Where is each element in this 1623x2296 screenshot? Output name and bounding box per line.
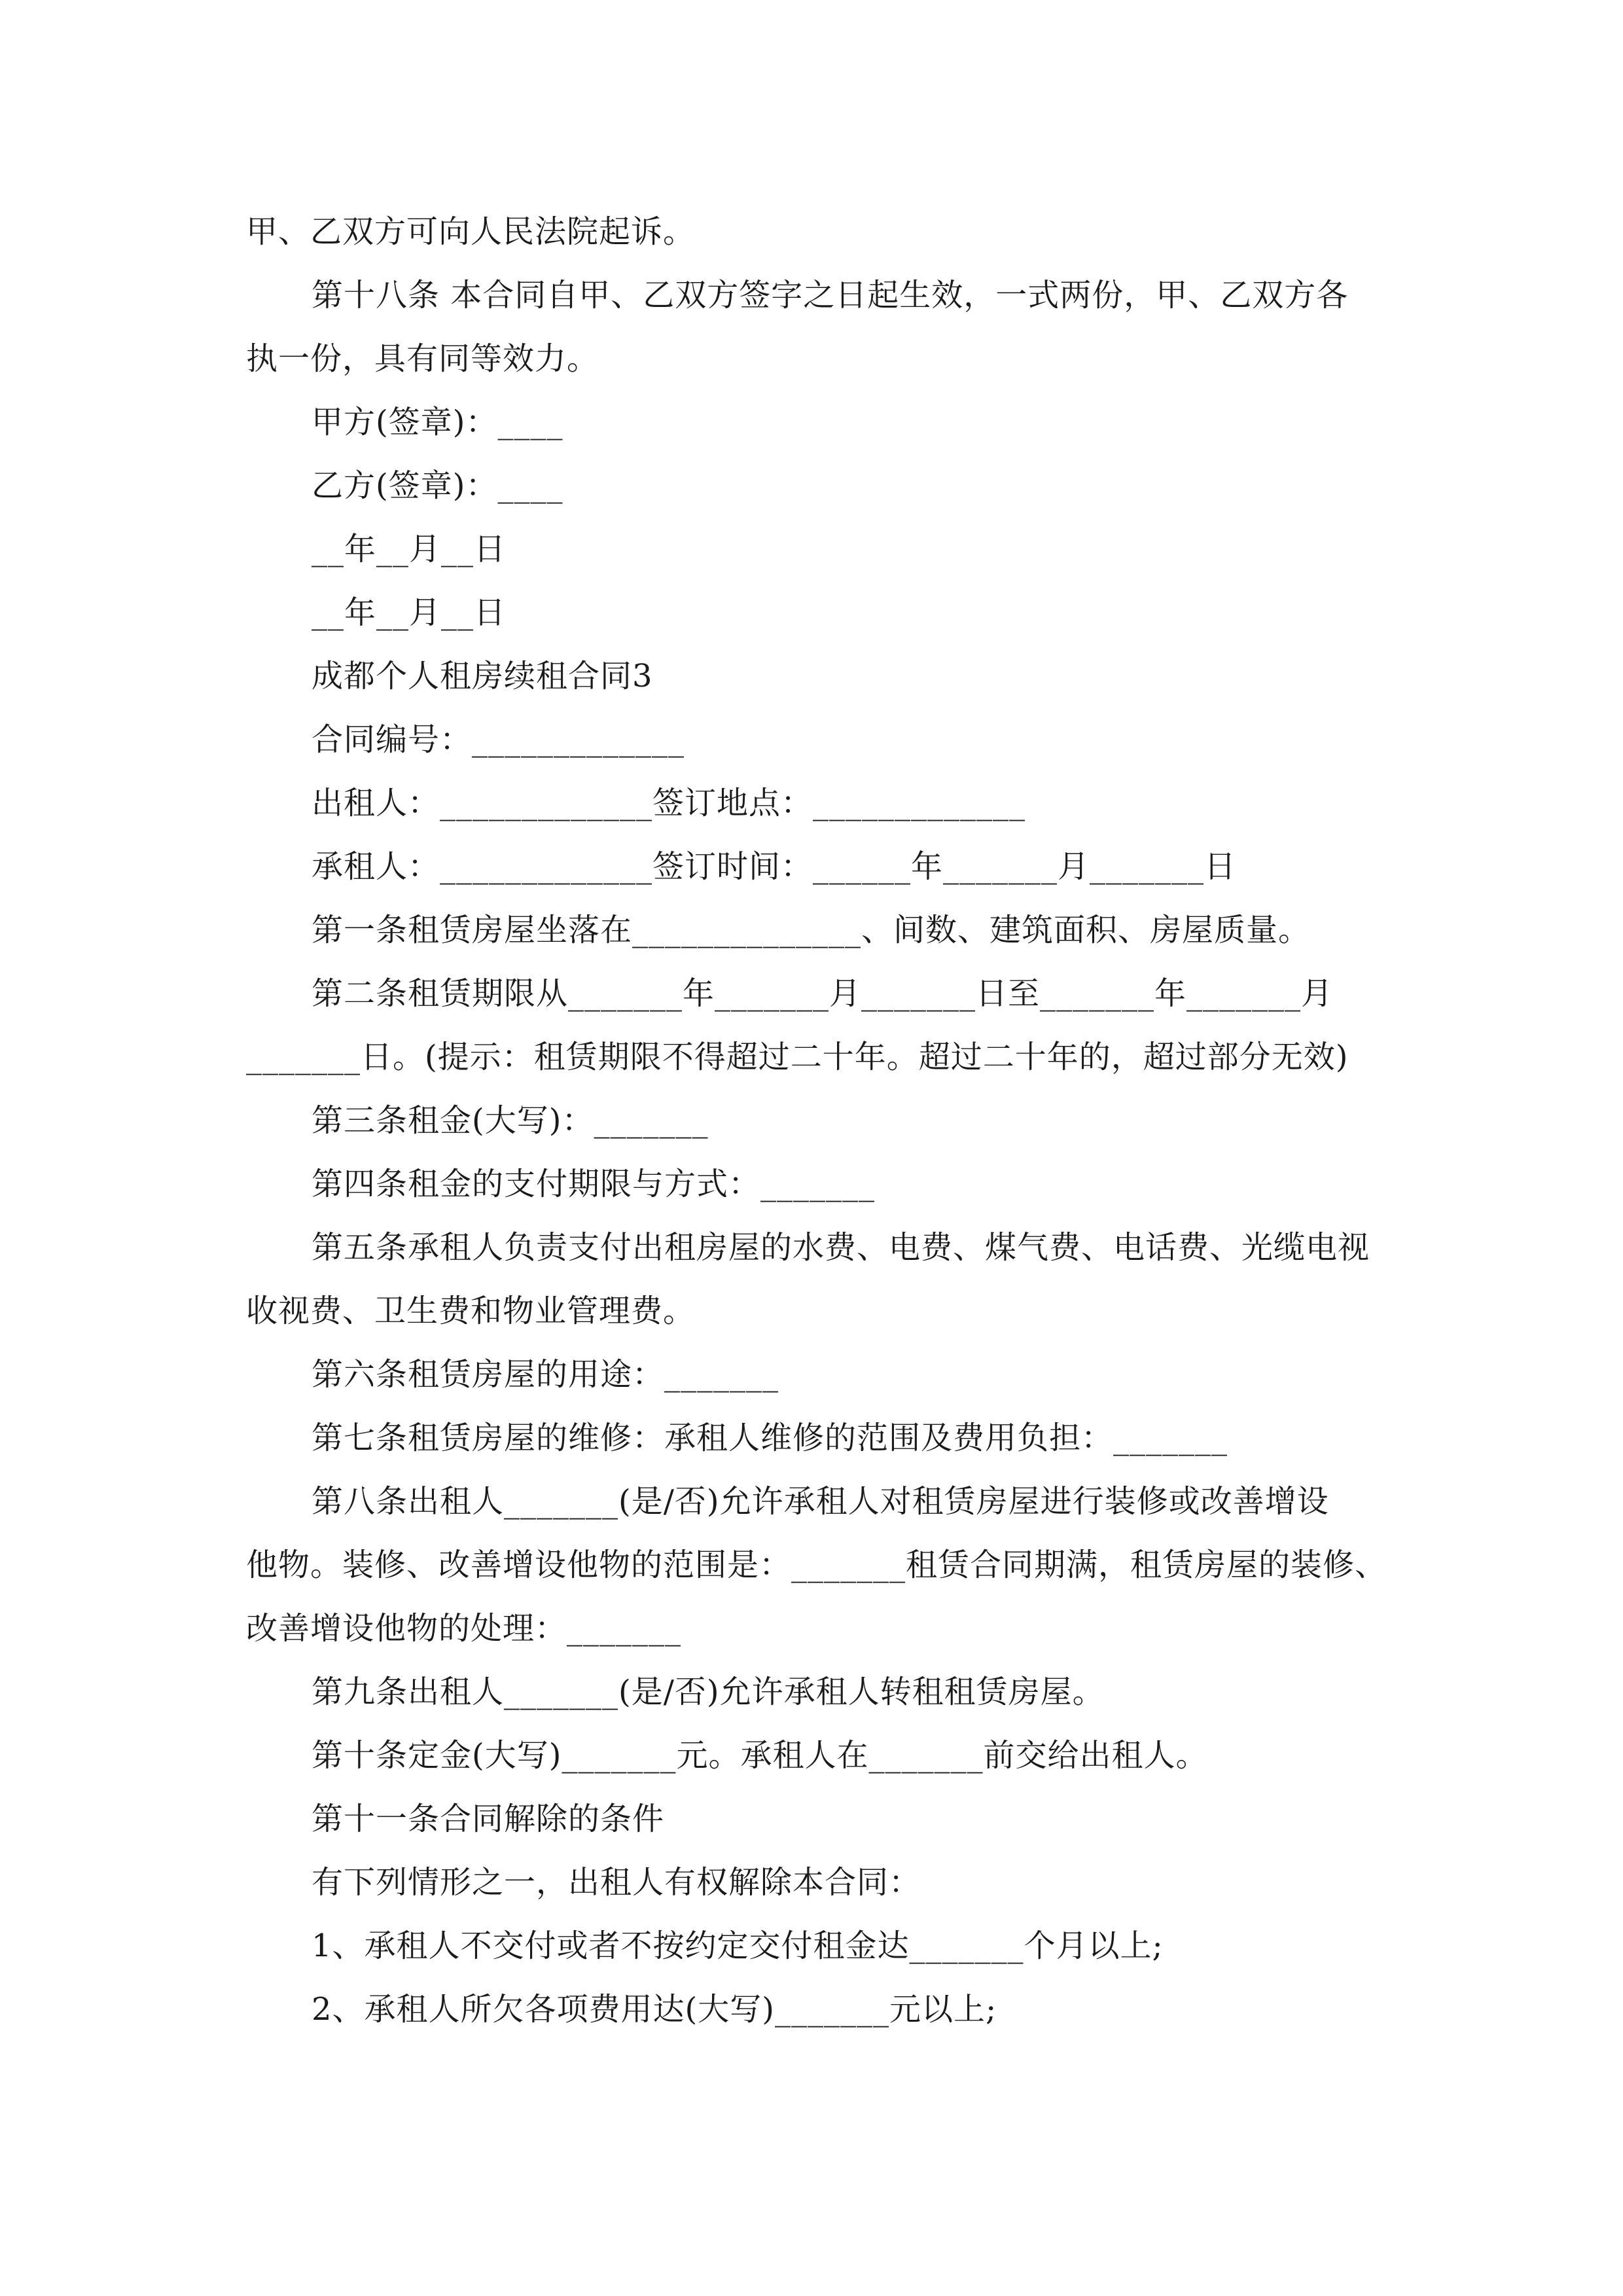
- text-line-21: 第八条出租人_______(是/否)允许承租人对租赁房屋进行装修或改善增设: [312, 1483, 1329, 1520]
- text-line-14: _______日。(提示：租赁期限不得超过二十年。超过二十年的，超过部分无效): [246, 1039, 1349, 1075]
- text-line-26: 第十一条合同解除的条件: [312, 1801, 665, 1837]
- text-line-4: 甲方(签章)：____: [312, 404, 563, 440]
- text-line-5: 乙方(签章)：____: [312, 467, 563, 504]
- text-line-19: 第六条租赁房屋的用途：_______: [312, 1356, 779, 1393]
- text-line-8: 成都个人租房续租合同3: [312, 658, 653, 694]
- text-line-7: __年__月__日: [312, 594, 507, 631]
- text-line-23: 改善增设他物的处理：_______: [246, 1610, 682, 1647]
- text-line-22: 他物。装修、改善增设他物的范围是：_______租赁合同期满，租赁房屋的装修、: [246, 1547, 1387, 1583]
- text-line-10: 出租人：_____________签订地点：_____________: [312, 785, 1026, 821]
- text-line-28: 1、承租人不交付或者不按约定交付租金达_______个月以上;: [312, 1928, 1164, 1964]
- text-line-9: 合同编号：_____________: [312, 721, 685, 758]
- text-line-17: 第五条承租人负责支付出租房屋的水费、电费、煤气费、电话费、光缆电视: [312, 1229, 1370, 1266]
- text-line-29: 2、承租人所欠各项费用达(大写)_______元以上;: [312, 1991, 997, 2028]
- text-line-27: 有下列情形之一，出租人有权解除本合同：: [312, 1864, 921, 1901]
- text-line-12: 第一条租赁房屋坐落在______________、间数、建筑面积、房屋质量。: [312, 912, 1311, 948]
- text-line-3: 执一份，具有同等效力。: [246, 340, 599, 377]
- text-line-24: 第九条出租人_______(是/否)允许承租人转租租赁房屋。: [312, 1674, 1105, 1710]
- text-line-13: 第二条租赁期限从_______年_______月_______日至_______年_______月: [312, 975, 1334, 1012]
- text-line-15: 第三条租金(大写)：_______: [312, 1102, 709, 1139]
- text-line-18: 收视费、卫生费和物业管理费。: [246, 1293, 696, 1329]
- text-line-2: 第十八条 本合同自甲、乙双方签字之日起生效，一式两份，甲、乙双方各: [312, 277, 1349, 314]
- text-line-6: __年__月__日: [312, 531, 507, 567]
- text-line-16: 第四条租金的支付期限与方式：_______: [312, 1166, 876, 1202]
- text-line-1: 甲、乙双方可向人民法院起诉。: [246, 213, 696, 250]
- text-line-25: 第十条定金(大写)_______元。承租人在_______前交给出租人。: [312, 1737, 1208, 1774]
- text-line-11: 承租人：_____________签订时间：______年_______月_______日: [312, 848, 1237, 885]
- text-line-20: 第七条租赁房屋的维修：承租人维修的范围及费用负担：_______: [312, 1420, 1228, 1456]
